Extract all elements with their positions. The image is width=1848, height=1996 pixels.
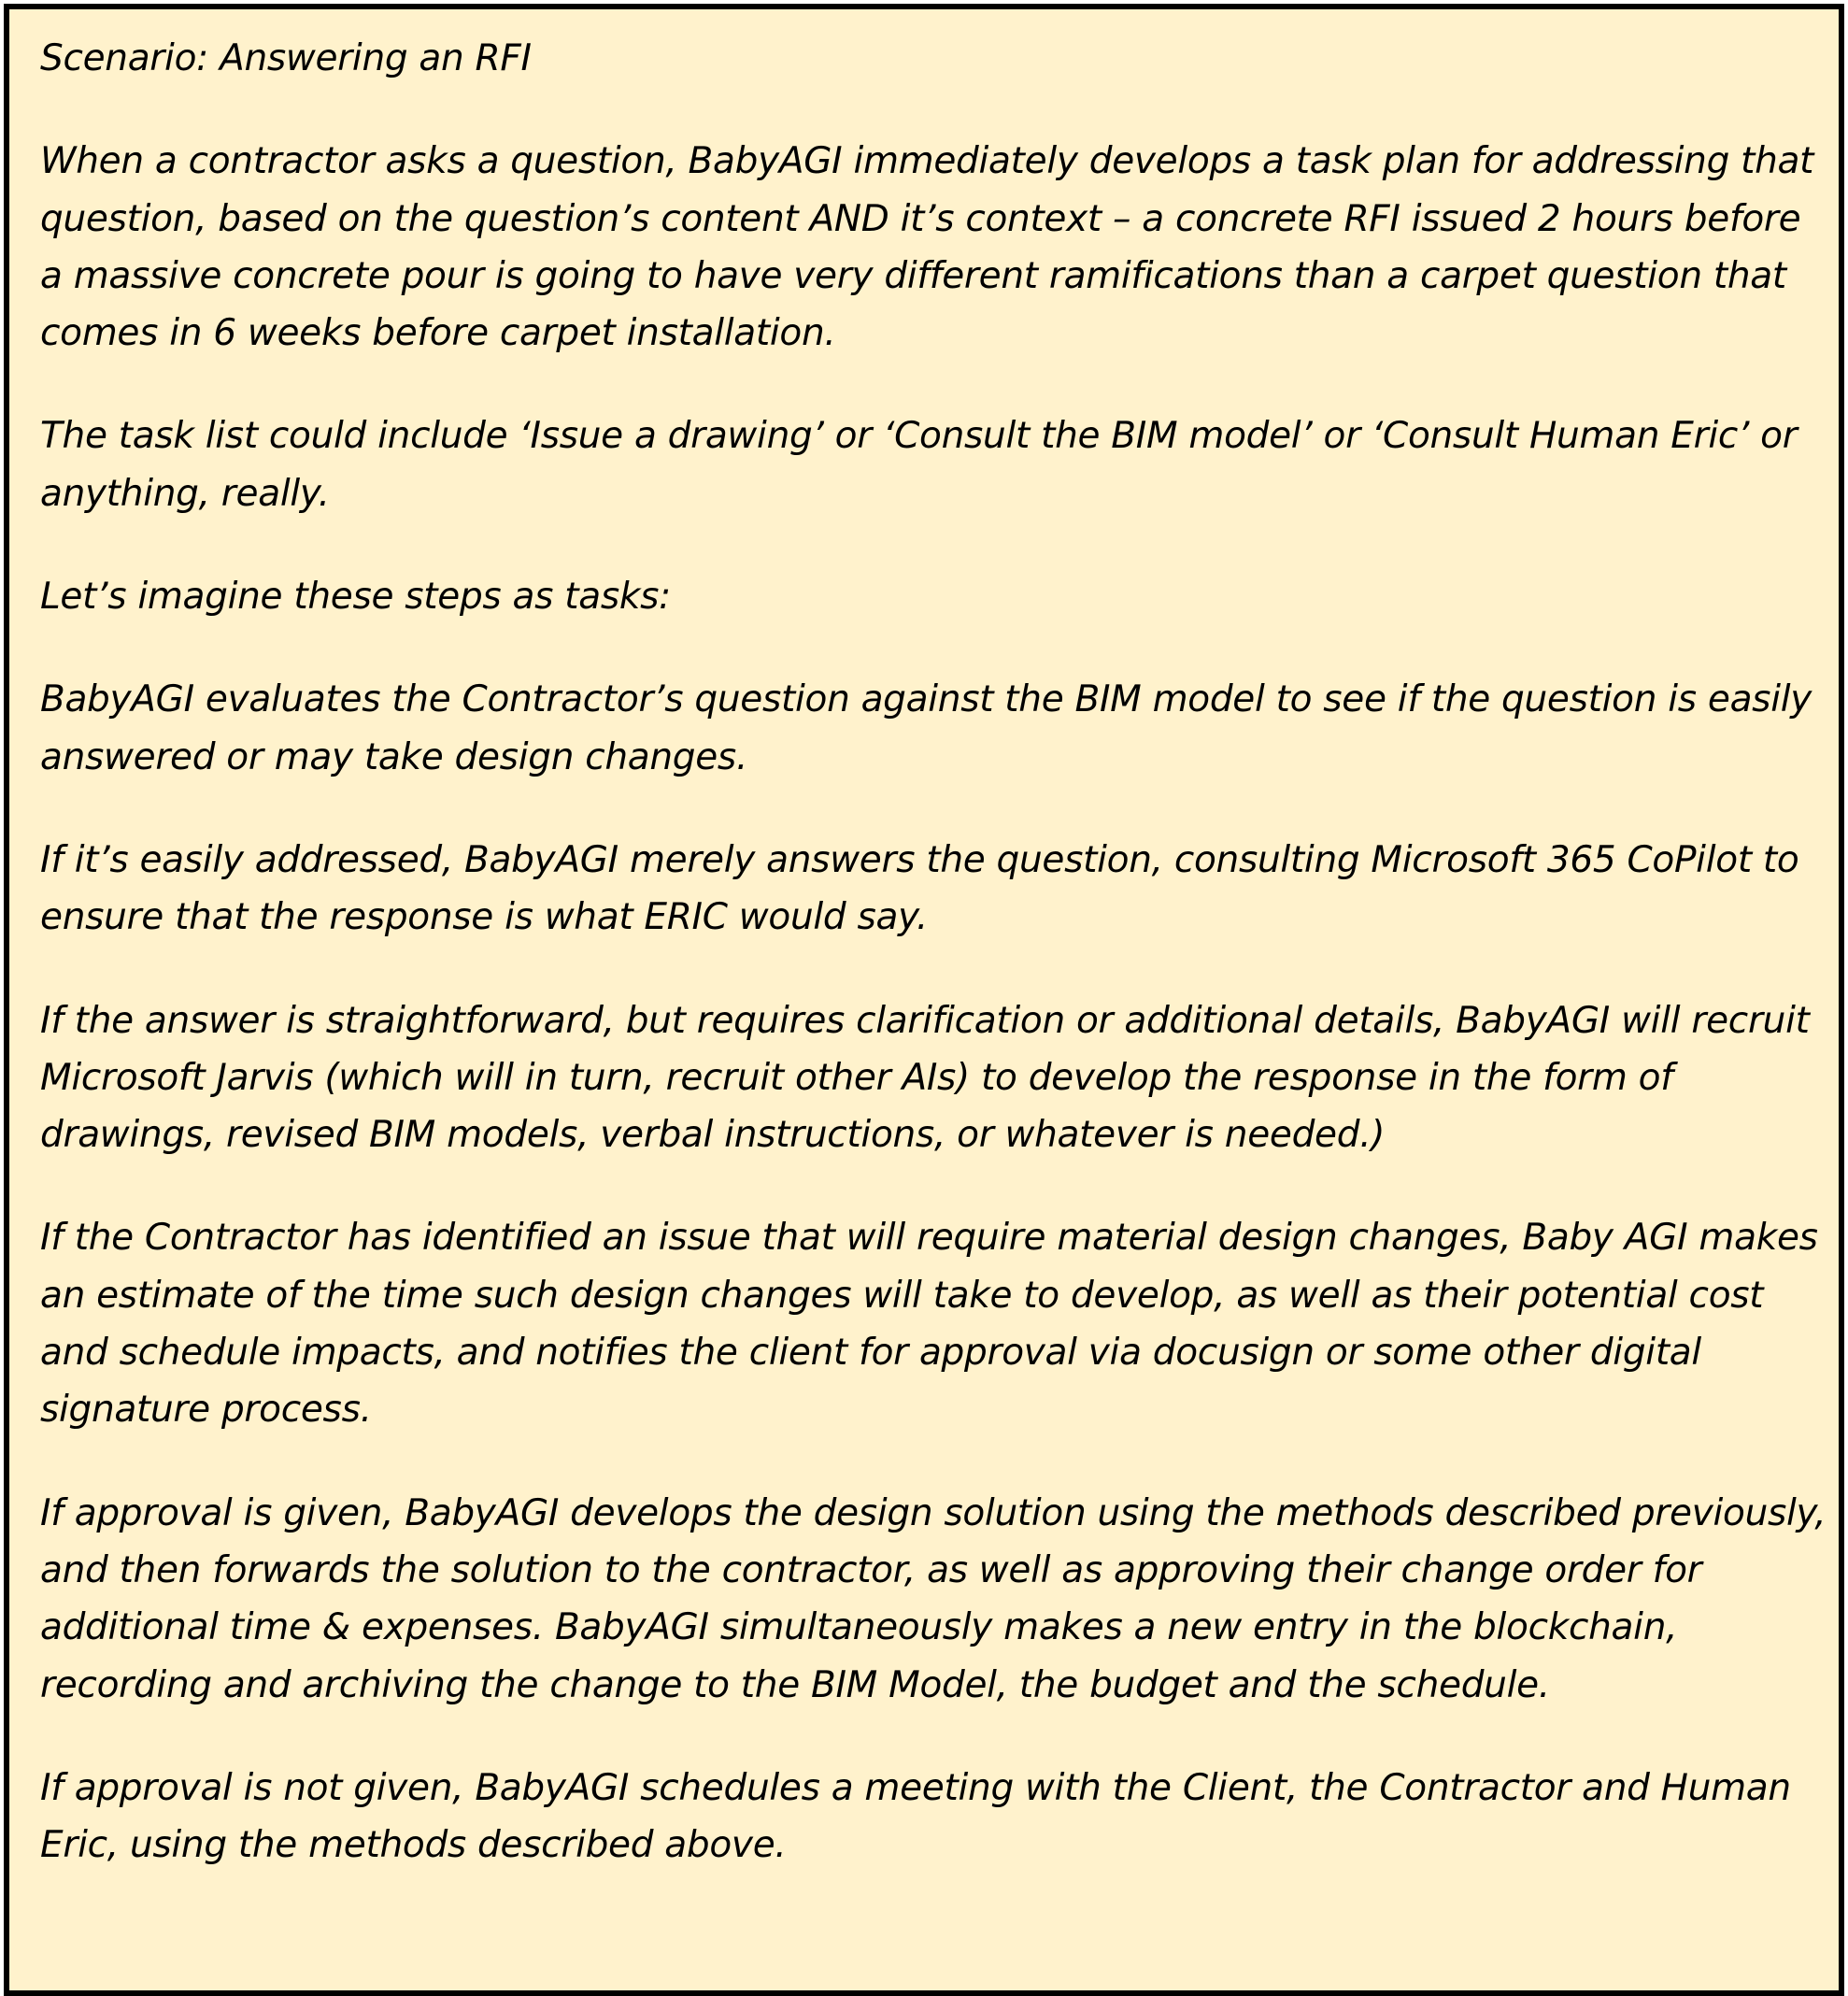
paragraph-approval-given: If approval is given, BabyAGI develops the design solution using the methods described previously, and then forwards the solution to the contractor, as well as approving their change order for additional time & expenses. BabyAGI simultaneously makes a new entry in the blockchain, recording and archiving the change to the BIM Model, the budget and the schedule. (40, 1491, 1827, 1706)
paragraph-evaluate-question: BabyAGI evaluates the Contractor’s question against the BIM model to see if the question is easily answered or may take design changes. (40, 678, 1812, 778)
scenario-title: Scenario: Answering an RFI (40, 37, 532, 79)
scenario-text-body (40, 30, 1829, 1919)
paragraph-easily-addressed: If it’s easily addressed, BabyAGI merely answers the question, consulting Microsoft 365 CoPilot to ensure that the response is what ERIC would say. (40, 838, 1799, 939)
paragraph-design-changes: If the Contractor has identified an issue that will require material design changes, Baby AGI makes an estimate of the time such design changes will take to develop, as well as their potential cost and schedule impacts, and notifies the client for approval via docusign or some other digital signature process. (40, 1217, 1818, 1432)
paragraph-approval-not-given: If approval is not given, BabyAGI schedules a meeting with the Client, the Contractor and Human Eric, using the methods described above. (40, 1766, 1791, 1867)
paragraph-task-list: The task list could include ‘Issue a drawing’ or ‘Consult the BIM model’ or ‘Consult Human Eric’ or anything, really. (40, 415, 1798, 515)
scenario-card (4, 4, 1844, 1996)
paragraph-rfi-task-plan: When a contractor asks a question, BabyAGI immediately develops a task plan for addressing that question, based on the question’s content AND it’s context – a concrete RFI issued 2 hours before a massive concrete pour is going to have very different ramifications than a carpet question that comes in 6 weeks before carpet installation. (40, 140, 1814, 355)
paragraph-steps-intro: Let’s imagine these steps as tasks: (40, 576, 672, 619)
paragraph-straightforward-answer: If the answer is straightforward, but requires clarification or additional details, BabyAGI will recruit Microsoft Jarvis (which will in turn, recruit other AIs) to develop the response in the form of drawings, revised BIM models, verbal instructions, or whatever is needed.) (40, 999, 1810, 1157)
